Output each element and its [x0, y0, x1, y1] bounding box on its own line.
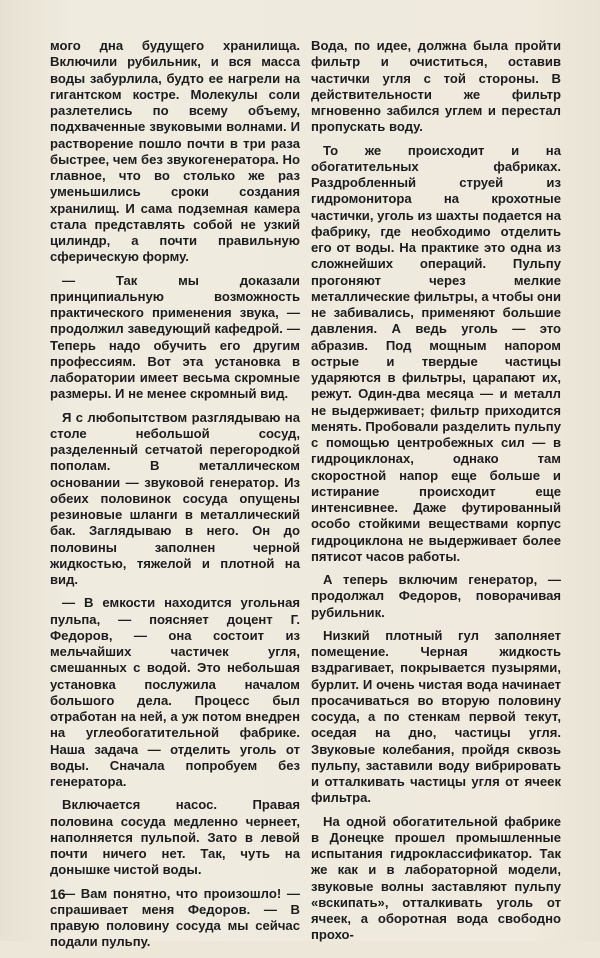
paragraph: Вода, по идее, должна была пройти фильтр и очиститься, оставив частички угля с той стороны. В действительности же фильтр мгновенно забился углем и перестал пропускать воду.	[311, 38, 561, 135]
paragraph: На одной обогатительной фабрике в Донецке прошел промышленные испытания гидроклассификатор. Так же как и в лабораторной модели, звуковые волны заставляют пульпу «вскипать», отталкивать уголь от ячеек, а оборотная вода свободно прохо-	[311, 813, 561, 943]
paragraph: Включается насос. Правая половина сосуда медленно чернеет, наполняется пульпой. Зато в левой почти ничего нет. Так, чуть на донышке чистой воды.	[50, 797, 300, 878]
paragraph: Низкий плотный гул заполняет помещение. Черная жидкость вздрагивает, покрывается пузырями, бурлит. И очень чистая вода начинает просачиваться во вторую половину сосуда, а по стенкам первой текут, оседая на дно, частицы угля. Звуковые колебания, пройдя сквозь пульпу, заставили воду вибрировать и отталкивать частицы угля от ячеек фильтра.	[311, 627, 561, 806]
page-number: 16	[50, 886, 66, 902]
paragraph: — В емкости находится угольная пульпа, — поясняет доцент Г. Федоров, — она состоит из мельчайших частичек угля, смешанных с водой. Это небольшая установка послужила началом большого дела. Процесс был отработан на ней, а уж потом внедрен на углеобогатительной фабрике. Наша задача — отделить уголь от воды. Сначала попробуем без генератора.	[50, 595, 300, 789]
right-text-column	[311, 38, 561, 951]
left-text-column	[50, 38, 300, 958]
paragraph: — Так мы доказали принципиальную возможность практического применения звука, — продолжил заведующий кафедрой. — Теперь надо обучить его другим профессиям. Вот эта установка в лаборатории имеет весьма скромные размеры. И не менее скромный вид.	[50, 272, 300, 402]
paragraph: То же происходит и на обогатительных фабриках. Раздробленный струей из гидромонитора на крохотные частички, уголь из шахты подается на фабрику, где необходимо отделить его от воды. На практике это одна из сложнейших операций. Пульпу прогоняют через мелкие металлические фильтры, а чтобы они не забивались, применяют большие давления. А ведь уголь — это абразив. Под мощным напором острые и твердые частицы ударяются в фильтры, царапают их, режут. Один-два месяца — и металл не выдерживает; фильтр приходится менять. Пробовали разделить пульпу с помощью центробежных сил — в гидроциклонах, однако там скоростной напор еще больше и истирание происходит еще интенсивнее. Даже футированный особо стойкими веществами корпус гидроциклона не выдерживает более пятисот часов работы.	[311, 142, 561, 564]
paragraph: — Вам понятно, что произошло! — спрашивает меня Федоров. — В правую половину сосуда мы сейчас подали пульпу.	[50, 885, 300, 950]
paragraph: мого дна будущего хранилища. Включили рубильник, и вся масса воды забурлила, будто ее нагрели на гигантском костре. Молекулы соли разлетелись по всему объему, подхваченные звуковыми волнами. И растворение пошло почти в три раза быстрее, чем без звукогенератора. Но главное, что во столько же раз уменьшились сроки создания хранилищ. И сама подземная камера стала представлять собой не узкий цилиндр, а почти правильную сферическую форму.	[50, 38, 300, 265]
paragraph: Я с любопытством разглядываю на столе небольшой сосуд, разделенный сетчатой перегородкой пополам. В металлическом основании — звуковой генератор. Из обеих половинок сосуда опущены резиновые шланги в металлический бак. Заглядываю в него. Он до половины заполнен черной жидкостью, тяжелой и плотной на вид.	[50, 409, 300, 587]
paragraph: А теперь включим генератор, — продолжал Федоров, поворачивая рубильник.	[311, 572, 561, 620]
